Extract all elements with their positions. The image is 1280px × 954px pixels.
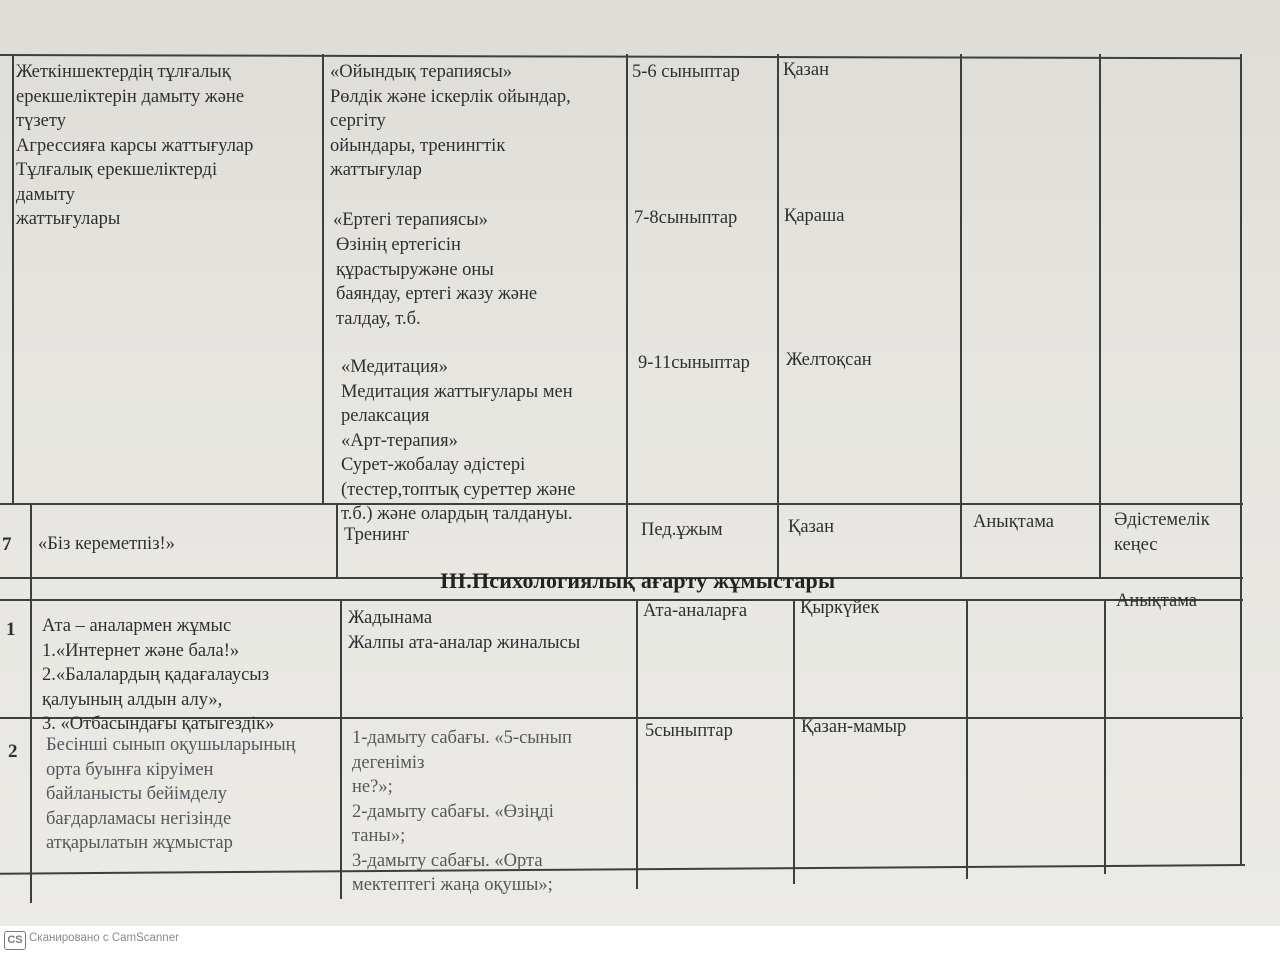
activity-cell: Бесінші сынып оқушыларының орта буынға кіруімен байланысты бейімделу бағдарламасы негізінде атқарылатын жұмыстар [46,735,296,853]
row-number: 7 [2,534,12,555]
participants-cell: Пед.ұжым [641,520,723,540]
date-cell: Қазан-мамыр [801,717,907,737]
form-cell: Өзінің ертегісін құрастыружәне оны баяндау, ертегі жазу және талдау, т.б. [336,235,538,329]
form-cell: «Медитация» Медитация жаттығулары мен релаксация «Арт-терапия» Сурет-жобалау әдістері (тестер,топтық суреттер және т.б.) және олардың талдануы. [341,357,576,524]
outcome-cell: Әдістемелік кеңес [1114,510,1210,555]
column-divider [30,503,32,903]
row-number: 2 [8,741,18,762]
column-divider [960,54,962,579]
form-cell: «Ертегі терапиясы» [333,210,488,230]
row-divider [0,599,1243,601]
date-cell: Қараша [784,206,845,226]
table-top-border [0,54,1240,59]
form-cell: Жадынама Жалпы ата-аналар жиналысы [348,608,581,653]
scanner-footer [0,926,1280,954]
date-cell: Қазан [783,60,829,80]
form-cell: Тренинг [344,525,410,545]
section-title: III.Психологиялық ағарту жұмыстары [440,568,836,593]
column-divider [336,503,338,578]
form-cell: «Ойындық терапиясы» Рөлдік және іскерлік ойындар, сергіту ойындары, тренингтік жаттығулар [330,62,571,180]
scanner-watermark: Сканировано с CamScanner [29,932,179,944]
column-divider [777,54,779,579]
participants-cell: 7-8сыныптар [634,208,738,228]
column-divider [626,54,628,579]
column-divider [1104,599,1106,874]
column-divider [793,599,795,884]
date-cell: Қазан [788,517,834,537]
column-divider [12,54,14,504]
camscanner-logo-icon: CS [4,931,26,950]
column-divider [340,599,342,899]
participants-cell: 9-11сыныптар [638,353,750,373]
column-divider [966,599,968,879]
outcome-cell: Анықтама [1116,591,1197,611]
form-cell: 1-дамыту сабағы. «5-сынып дегеніміз не?»; 2-дамыту сабағы. «Өзіңді таны»; 3-дамыту сабағы. «Орта мектептегі жаңа оқушы»; [352,728,572,895]
activity-cell: Ата – аналармен жұмыс 1.«Интернет және бала!» 2.«Балалардың қадағалаусыз қалуының алдын алу», 3. «Отбасындағы қатыгездік» [42,616,275,734]
row-number: 1 [6,619,16,640]
date-cell: Желтоқсан [786,350,872,370]
column-divider [636,599,638,889]
date-cell: Қыркүйек [800,598,880,618]
participants-cell: 5-6 сыныптар [632,62,740,82]
column-divider [1240,54,1242,864]
report-cell: Анықтама [973,512,1054,532]
column-divider [322,54,324,504]
participants-cell: Ата-аналарға [643,601,748,621]
activity-cell: Жеткіншектердің тұлғалық ерекшеліктерін дамыту және түзету Агрессияға карсы жаттығулар Тұлғалық ерекшеліктерді дамыту жаттығулары [16,62,254,229]
column-divider [1099,54,1101,579]
participants-cell: 5сыныптар [645,721,733,741]
activity-cell: «Біз кереметпіз!» [38,534,175,554]
